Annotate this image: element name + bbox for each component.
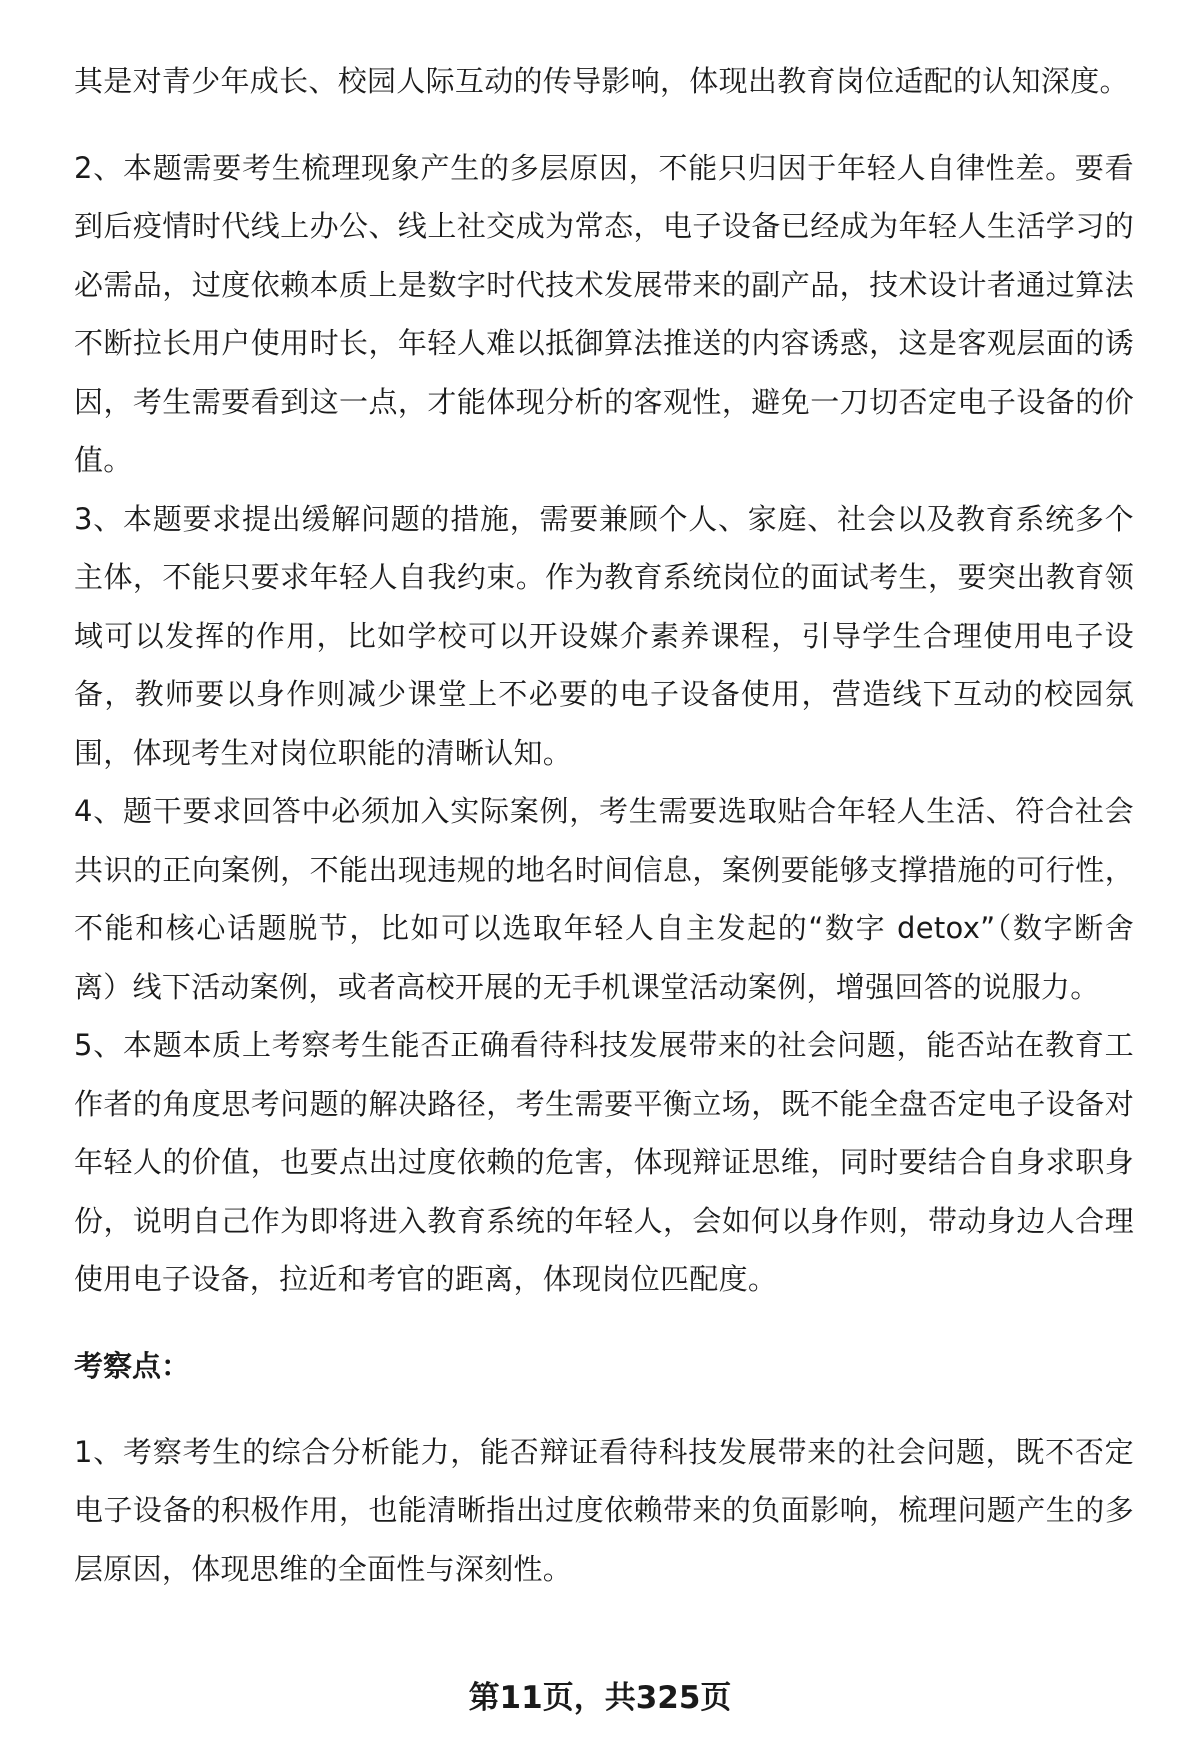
point-3-paragraph: 3、本题要求提出缓解问题的措施，需要兼顾个人、家庭、社会以及教育系统多个主体，不能只要求年轻人自我约束。作为教育系统岗位的面试考生，要突出教育领域可以发挥的作用，比如学校可以开设媒介素养课程，引导学生合理使用电子设备，教师要以身作则减少课堂上不必要的电子设备使用，营造线下互动的校园氛围，体现考生对岗位职能的清晰认知。 xyxy=(74,501,1134,770)
document-body xyxy=(74,52,1134,1598)
point-2-paragraph: 2、本题需要考生梳理现象产生的多层原因，不能只归因于年轻人自律性差。要看到后疫情时代线上办公、线上社交成为常态，电子设备已经成为年轻人生活学习的必需品，过度依赖本质上是数字时代技术发展带来的副产品，技术设计者通过算法不断拉长用户使用时长，年轻人难以抵御算法推送的内容诱惑，这是客观层面的诱因，考生需要看到这一点，才能体现分析的客观性，避免一刀切否定电子设备的价值。 xyxy=(74,150,1134,477)
point-5-paragraph: 5、本题本质上考察考生能否正确看待科技发展带来的社会问题，能否站在教育工作者的角度思考问题的解决路径，考生需要平衡立场，既不能全盘否定电子设备对年轻人的价值，也要点出过度依赖的危害，体现辩证思维，同时要结合自身求职身份，说明自己作为即将进入教育系统的年轻人，会如何以身作则，带动身边人合理使用电子设备，拉近和考官的距离，体现岗位匹配度。 xyxy=(74,1028,1134,1296)
section-heading: 考察点： xyxy=(74,1348,191,1383)
point-4-paragraph: 4、题干要求回答中必须加入实际案例，考生需要选取贴合年轻人生活、符合社会共识的正向案例，不能出现违规的地名时间信息，案例要能够支撑措施的可行性，不能和核心话题脱节，比如可以选取年轻人自主发起的“数字 detox”（数字断舍离）线下活动案例，或者高校开展的无手机课堂活动案例，增强回答的说服力。 xyxy=(74,794,1134,1004)
exam-point-1-paragraph: 1、考察考生的综合分析能力，能否辩证看待科技发展带来的社会问题，既不否定电子设备的积极作用，也能清晰指出过度依赖带来的负面影响，梳理问题产生的多层原因，体现思维的全面性与深刻性。 xyxy=(74,1434,1134,1586)
intro-paragraph: 其是对青少年成长、校园人际互动的传导影响，体现出教育岗位适配的认知深度。 xyxy=(74,64,1129,98)
spacer xyxy=(74,1395,1134,1423)
spacer xyxy=(74,111,1134,139)
page-number-footer: 第11页，共325页 xyxy=(468,1680,732,1716)
spacer xyxy=(74,1309,1134,1337)
